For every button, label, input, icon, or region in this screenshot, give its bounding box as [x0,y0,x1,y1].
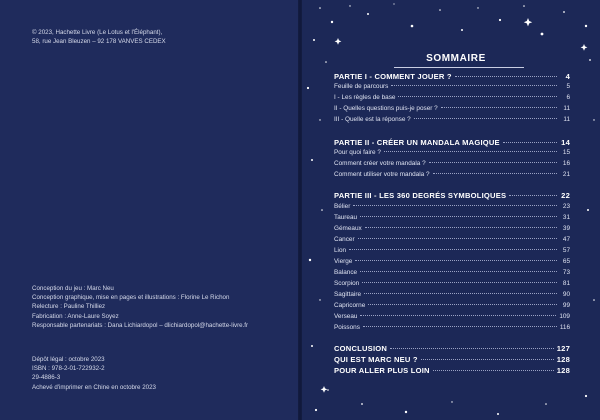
toc-leader [421,359,554,360]
toc-entry-label: Vierge [334,258,353,265]
toc-leader [360,315,556,316]
toc-entry-label: Balance [334,269,358,276]
toc-section-title: PARTIE III - LES 360 DEGRÉS SYMBOLIQUES [334,191,507,200]
toc-page-number: 90 [562,291,570,298]
left-page [0,0,298,420]
toc-page-number: 81 [562,280,570,287]
toc-entry-label: Capricorne [334,302,366,309]
toc-section-heading [334,366,570,376]
toc-leader [433,370,554,371]
toc-page-number: 39 [562,225,570,232]
toc-entry [334,291,570,301]
toc-section-heading [334,344,570,354]
toc-entry [334,313,570,323]
toc-page-number: 116 [559,324,570,331]
toc-entry [334,280,570,290]
toc-entry-label: Verseau [334,313,358,320]
toc-leader [362,282,557,283]
toc-page-number: 31 [562,214,570,221]
toc-leader [358,238,557,239]
toc-page-number: 127 [556,344,570,353]
toc-page-number: 47 [562,236,570,243]
toc-section-heading [334,191,570,201]
toc-page-number: 23 [562,203,570,210]
toc-title-underline [394,67,524,68]
copyright-line: © 2023, Hachette Livre (Le Lotus et l'Éléphant), [32,29,163,36]
toc-leader [349,249,557,250]
toc-page-number: 73 [562,269,570,276]
credit-line: Conception graphique, mise en pages et illustrations : Florine Le Richon [32,294,230,302]
toc-entry [334,160,570,170]
toc-page-number: 99 [562,302,570,309]
toc-section-heading [334,72,570,82]
toc-entry [334,203,570,213]
toc-leader [414,118,557,119]
toc-leader [433,173,557,174]
toc-leader [364,293,557,294]
toc-leader [360,216,557,217]
copyright-block [32,28,166,46]
toc-page-number: 5 [566,83,570,90]
toc-entry-label: III - Quelle est la réponse ? [334,116,411,123]
toc-section-heading [334,355,570,365]
toc-page-number: 6 [566,94,570,101]
toc-page-number: 109 [559,313,570,320]
toc-entry-label: Bélier [334,203,351,210]
toc-page-number: 65 [562,258,570,265]
credits-block [32,284,248,330]
toc-leader [360,271,557,272]
toc-page-number: 57 [562,247,570,254]
toc-entry [334,269,570,279]
toc-entry-label: Gémeaux [334,225,362,232]
toc-section-title: POUR ALLER PLUS LOIN [334,366,430,375]
legal-line: 29-4886-3 [32,374,61,382]
toc-section-title: PARTIE I - COMMENT JOUER ? [334,72,452,81]
toc-leader [391,85,557,86]
toc-leader [353,205,557,206]
toc-page-number: 128 [556,355,570,364]
toc-entry-label: Taureau [334,214,358,221]
toc-entry-label: Feuille de parcours [334,83,389,90]
toc-entry [334,247,570,257]
address-line: 58, rue Jean Bleuzen – 92 178 VANVES CEDEX [32,38,166,46]
toc-leader [368,304,557,305]
toc-entry [334,324,570,334]
legal-block [32,355,156,392]
toc-entry-label: Lion [334,247,347,254]
toc-entry [334,149,570,159]
toc-section-title: CONCLUSION [334,344,388,353]
toc-page-number: 128 [556,366,570,375]
toc-entry-label: II - Quelles questions puis-je poser ? [334,105,438,112]
toc-page-number: 22 [561,191,570,200]
credit-line: Responsable partenariats : Dana Lichiardopol – dlichiardopol@hachette-livre.fr [32,321,249,329]
credit-line: Conception du jeu : Marc Neu [32,285,114,292]
toc-entry [334,105,570,115]
toc-entry-label: Comment créer votre mandala ? [334,160,426,167]
toc-page-number: 11 [563,116,570,123]
toc-title: SOMMAIRE [426,53,486,64]
toc-page-number: 15 [562,149,570,156]
toc-entry [334,302,570,312]
toc-entry-label: Poissons [334,324,360,331]
toc-entry [334,171,570,181]
credit-line: Relecture : Pauline Thilliez [32,303,106,311]
toc-entry-label: Comment utiliser votre mandala ? [334,171,430,178]
toc-entry-label: Sagittaire [334,291,361,298]
toc-leader [355,260,557,261]
legal-line: Achevé d'imprimer en Chine en octobre 2023 [32,383,156,391]
credit-line: Fabrication : Anne-Laure Soyez [32,312,119,320]
toc-leader [509,195,557,196]
toc-entry [334,236,570,246]
toc-section-heading [334,138,570,148]
legal-line: ISBN : 978-2-01-722932-2 [32,365,105,373]
toc-leader [384,151,557,152]
toc-leader [503,142,557,143]
toc-page-number: 11 [563,105,570,112]
toc-entry [334,258,570,268]
toc-leader [441,107,557,108]
toc-page-number: 14 [561,138,570,147]
toc-leader [390,348,554,349]
toc-leader [455,76,557,77]
toc-section-title: QUI EST MARC NEU ? [334,355,418,364]
toc-entry [334,94,570,104]
toc-entry-label: Scorpion [334,280,360,287]
toc-leader [363,326,557,327]
toc-page-number: 16 [562,160,570,167]
right-page [302,0,600,420]
toc-entry [334,83,570,93]
legal-line: Dépôt légal : octobre 2023 [32,356,105,363]
toc-page-number: 21 [562,171,570,178]
toc-entry [334,214,570,224]
toc-entry-label: Pour quoi faire ? [334,149,381,156]
toc-entry-label: Cancer [334,236,355,243]
toc-page-number: 4 [565,72,570,81]
toc-leader [365,227,557,228]
toc-leader [429,162,557,163]
toc-leader [398,96,557,97]
toc-section-title: PARTIE II - CRÉER UN MANDALA MAGIQUE [334,138,500,147]
toc-entry [334,225,570,235]
toc-entry [334,116,570,126]
toc-entry-label: I - Les règles de base [334,94,396,101]
